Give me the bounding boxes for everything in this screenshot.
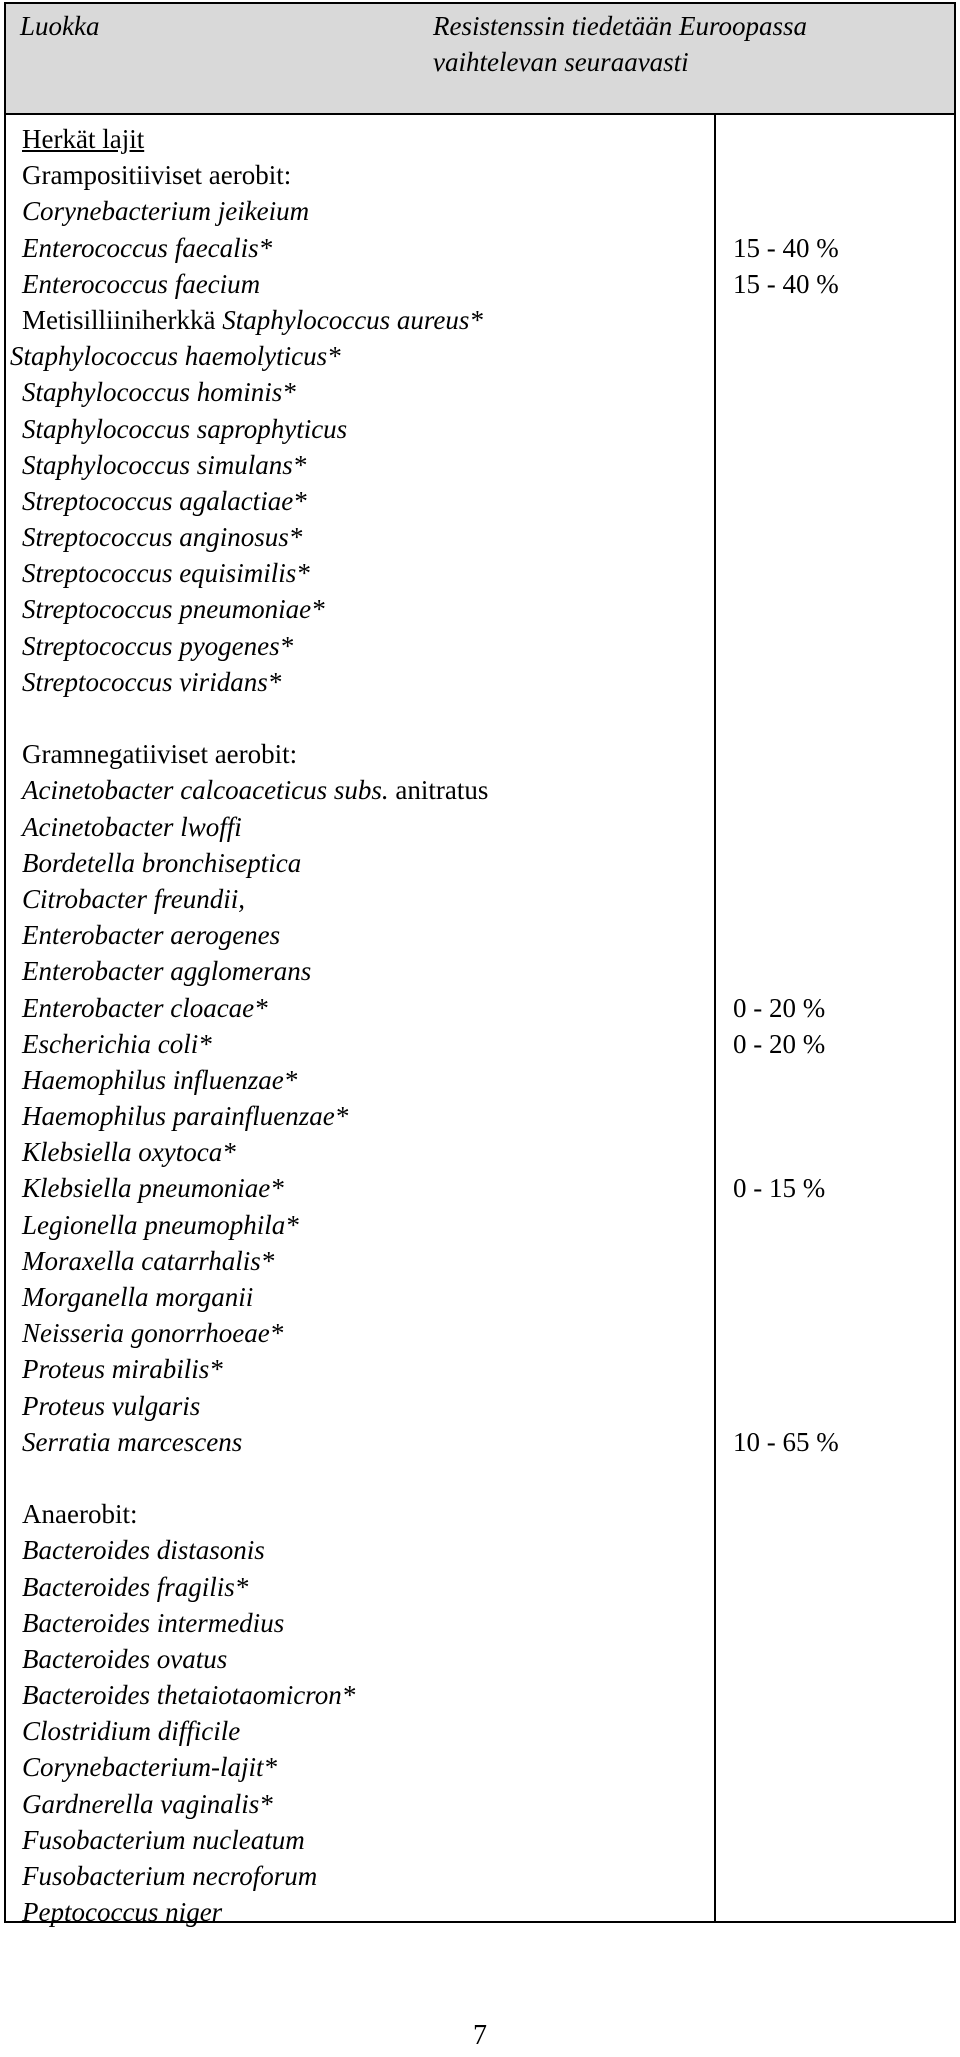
resistance-value: [733, 519, 933, 555]
resistance-value: [733, 1532, 933, 1568]
resistance-value: [733, 736, 933, 772]
organism-row: Staphylococcus hominis*: [22, 377, 296, 408]
organism-row: Streptococcus agalactiae*: [22, 485, 307, 516]
resistance-value: [733, 1605, 933, 1641]
organism-row: Gardnerella vaginalis*: [22, 1788, 273, 1819]
resistance-value: [733, 664, 933, 700]
organism-row: Enterobacter aerogenes: [22, 920, 281, 951]
resistance-value: [733, 772, 933, 808]
organism-name: Staphylococcus aureus*: [222, 304, 483, 335]
organism-row: Enterobacter agglomerans: [22, 956, 312, 987]
organism-row: Enterococcus faecalis*: [22, 232, 273, 263]
organism-row: Neisseria gonorrhoeae*: [22, 1318, 284, 1349]
organism-row: Proteus mirabilis*: [22, 1354, 223, 1385]
resistance-value: [733, 1786, 933, 1822]
organism-row: Bordetella bronchiseptica: [22, 847, 302, 878]
resistance-value: [733, 1062, 933, 1098]
resistance-value: [733, 1749, 933, 1785]
organism-row: Citrobacter freundii,: [22, 883, 245, 914]
section-heading: Herkät lajit: [22, 124, 145, 154]
organism-list: [10, 121, 702, 1930]
organism-row: Corynebacterium-lajit*: [22, 1752, 277, 1783]
resistance-value: [733, 1351, 933, 1387]
table-header: [6, 4, 954, 115]
organism-row: Proteus vulgaris: [22, 1390, 201, 1421]
organism-row: Legionella pneumophila*: [22, 1209, 299, 1240]
organism-row: [22, 772, 702, 808]
organism-row: Haemophilus parainfluenzae*: [22, 1101, 349, 1132]
organism-row: Streptococcus pneumoniae*: [22, 594, 325, 625]
resistance-value: [733, 700, 933, 736]
organism-row: Grampositiiviset aerobit:: [22, 160, 292, 191]
organism-row: Bacteroides thetaiotaomicron*: [22, 1680, 356, 1711]
header-class-label: Luokka: [20, 11, 100, 41]
resistance-value: [733, 1388, 933, 1424]
organism-row: Morganella morganii: [22, 1282, 254, 1312]
organism-row: Streptococcus anginosus*: [22, 522, 303, 553]
resistance-value: [733, 1641, 933, 1677]
resistance-value: 10 - 65 %: [733, 1426, 839, 1457]
organism-row: Bacteroides ovatus: [22, 1643, 228, 1674]
resistance-value: [733, 121, 933, 157]
resistance-value: [733, 917, 933, 953]
organism-row: Klebsiella pneumoniae*: [22, 1173, 284, 1204]
organism-row: Bacteroides fragilis*: [22, 1571, 249, 1602]
row-spacer: [22, 1460, 702, 1496]
organism-row: Escherichia coli*: [22, 1028, 212, 1059]
resistance-value: 15 - 40 %: [733, 232, 839, 263]
resistance-value: [733, 953, 933, 989]
resistance-value: [733, 1858, 933, 1894]
organism-row: Haemophilus influenzae*: [22, 1064, 298, 1095]
organism-row: Bacteroides distasonis: [22, 1535, 265, 1566]
organism-name: Acinetobacter calcoaceticus subs.: [22, 775, 396, 806]
organism-row: [22, 302, 702, 338]
resistance-value: [733, 1098, 933, 1134]
resistance-value: [733, 555, 933, 591]
resistance-value: [733, 845, 933, 881]
resistance-value: [733, 1243, 933, 1279]
resistance-value: [733, 157, 933, 193]
organism-row: Streptococcus pyogenes*: [22, 630, 294, 661]
page-number: 7: [473, 2020, 487, 2051]
organism-row: Clostridium difficile: [22, 1716, 241, 1747]
resistance-value: [733, 1677, 933, 1713]
resistance-value: [733, 1207, 933, 1243]
organism-row: Fusobacterium nucleatum: [22, 1824, 305, 1855]
resistance-value: 15 - 40 %: [733, 268, 839, 299]
resistance-value: [733, 483, 933, 519]
resistance-value: [733, 1569, 933, 1605]
organism-row: Corynebacterium jeikeium: [22, 196, 310, 227]
organism-row: [22, 121, 702, 157]
organism-subspecies: anitratus: [395, 775, 489, 806]
organism-row: Serratia marcescens: [22, 1426, 243, 1457]
susceptibility-table: [4, 2, 956, 1928]
organism-row: Anaerobit:: [22, 1499, 138, 1530]
header-resistance-label: Resistenssin tiedetään Euroopassa vaihtelevan seuraavasti: [433, 11, 807, 77]
resistance-value: [733, 302, 933, 338]
row-spacer: [22, 700, 702, 736]
resistance-value: 0 - 15 %: [733, 1173, 826, 1204]
resistance-value: [733, 193, 933, 229]
resistance-value: 0 - 20 %: [733, 1028, 826, 1059]
resistance-value: [733, 447, 933, 483]
resistance-value: [733, 1822, 933, 1858]
resistance-value: [733, 1713, 933, 1749]
organism-row: Staphylococcus simulans*: [22, 449, 307, 480]
resistance-value: [733, 1315, 933, 1351]
resistance-value: [733, 1496, 933, 1532]
resistance-value: [733, 1460, 933, 1496]
resistance-value: [733, 1894, 933, 1930]
organism-row: Gramnegatiiviset aerobit:: [22, 739, 298, 770]
resistance-values: [733, 121, 933, 1930]
organism-row: Moraxella catarrhalis*: [22, 1245, 275, 1276]
organism-row: Peptococcus niger: [22, 1897, 223, 1928]
organism-row: Staphylococcus saprophyticus: [22, 413, 348, 444]
organism-row: Enterococcus faecium: [22, 268, 261, 299]
organism-row: Acinetobacter lwoffi: [22, 811, 242, 842]
organism-row: Streptococcus viridans*: [22, 666, 282, 697]
resistance-value: [733, 411, 933, 447]
resistance-value: [733, 809, 933, 845]
organism-row: Staphylococcus haemolyticus*: [10, 341, 341, 372]
column-divider: [714, 115, 716, 1921]
organism-row: Klebsiella oxytoca*: [22, 1137, 236, 1168]
resistance-value: [733, 1134, 933, 1170]
resistance-value: [733, 338, 933, 374]
resistance-value: 0 - 20 %: [733, 992, 826, 1023]
resistance-value: [733, 881, 933, 917]
resistance-value: [733, 591, 933, 627]
organism-row: Enterobacter cloacae*: [22, 992, 268, 1023]
resistance-value: [733, 1279, 933, 1315]
organism-row: Fusobacterium necroforum: [22, 1861, 318, 1891]
organism-row: Streptococcus equisimilis*: [22, 558, 310, 589]
resistance-value: [733, 374, 933, 410]
organism-row: Bacteroides intermedius: [22, 1607, 285, 1638]
organism-prefix: Metisilliiniherkkä: [22, 304, 223, 335]
resistance-value: [733, 628, 933, 664]
